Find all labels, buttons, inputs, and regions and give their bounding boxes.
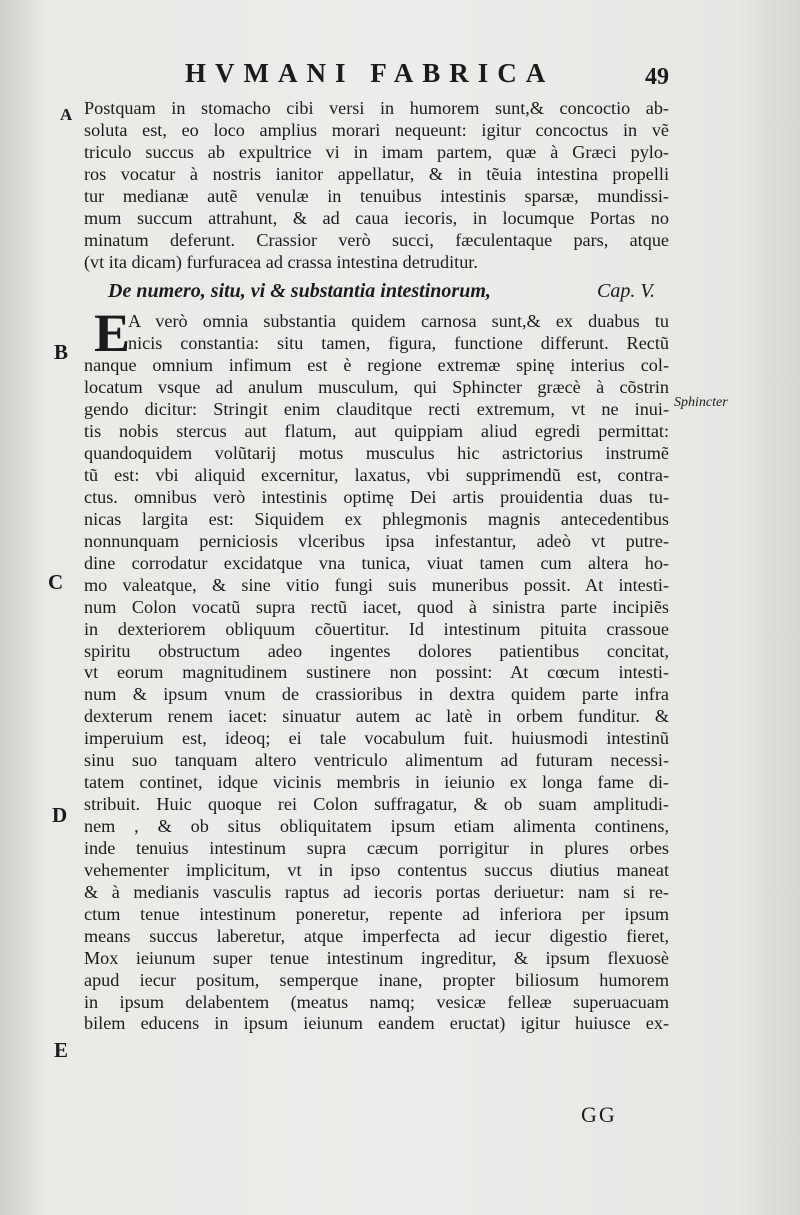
text-line: mo valeatque, & sine vitio fungi suis muneribus possit. At intesti- bbox=[84, 574, 669, 595]
text-line: gendo dicitur: Stringit enim clauditque recti extremum, vt ne inui- bbox=[84, 399, 669, 420]
text-line: triculo succus ab expultrice vi in imam partem, quæ à Græci pylo- bbox=[84, 141, 669, 162]
text-line: spiritu obstructum adeo ingentes dolores patientibus concitat, bbox=[84, 640, 669, 661]
text-line: sinu suo tanquam altero ventriculo alimentum ad futuram necessi- bbox=[84, 750, 669, 771]
text-line: in dexteriorem obliquum cõuertitur. Id intestinum pituita crassoue bbox=[84, 618, 669, 639]
text-line: ctum tenue intestinum poneretur, repente ad inferiora per ipsum bbox=[84, 903, 669, 924]
page-number: 49 bbox=[645, 64, 669, 90]
text-line: nicis constantia: situ tamen, figura, functione differunt. Rectũ bbox=[128, 333, 669, 354]
text-line: apud iecur positum, semperque inane, propter biliosum humorem bbox=[84, 969, 669, 990]
chapter-title: De numero, situ, vi & substantia intestinorum, bbox=[108, 279, 491, 302]
text-line: A verò omnia substantia quidem carnosa sunt,& ex duabus tu bbox=[128, 311, 669, 332]
text-line: vehementer implicitum, vt in ipso contentus succus diutius maneat bbox=[84, 859, 669, 880]
text-line: imperuium est, ideoq; ei tale vocabulum fuit. huiusmodi intestinũ bbox=[84, 728, 669, 749]
catchword: GG bbox=[581, 1102, 617, 1127]
text-line: (vt ita dicam) furfuracea ad crassa intestina detruditur. bbox=[84, 251, 478, 272]
chapter-number: Cap. V. bbox=[597, 279, 655, 302]
running-head: HVMANI FABRICA bbox=[185, 58, 555, 88]
paragraph-intestines bbox=[84, 303, 669, 1035]
text-line: nem , & ob situs obliquitatem ipsum etiam alimenta continens, bbox=[84, 816, 669, 837]
text-line: in ipsum delabentem (meatus namq; vesicæ felleæ superuacuam bbox=[84, 991, 669, 1012]
body-text bbox=[84, 98, 669, 1035]
marginal-note: Sphincter bbox=[674, 395, 728, 410]
text-line: tũ est: vbi aliquid excernitur, laxatus, vbi supprimendũ est, contra- bbox=[84, 465, 669, 486]
text-line: inde tenuius intestinum supra cæcum porrigitur in plures orbes bbox=[84, 837, 669, 858]
margin-marker-b: B bbox=[54, 340, 69, 364]
text-line: nonnunquam perniciosis vlceribus ipsa infestantur, adeò vt putre- bbox=[84, 530, 669, 551]
text-line: tatem continet, idque vicinis membris in ieiunio ex longa fame di- bbox=[84, 772, 669, 793]
text-line: dine corrodatur excidatque vna tunica, viuat tamen cum altera ho- bbox=[84, 552, 669, 573]
text-line: & à medianis vasculis raptus ad iecoris portas deriuetur: nam si re- bbox=[84, 881, 669, 902]
margin-marker-d: D bbox=[52, 803, 68, 827]
margin-marker-e: E bbox=[54, 1038, 69, 1062]
text-line: dexterum renem iacet: sinuatur autem ac latè in orbem funditur. & bbox=[84, 706, 669, 727]
text-line: mum succum attrahunt, & ad caua iecoris, in locumque Portas no bbox=[84, 207, 669, 228]
text-line: ctus. omnibus verò intestinis optimę Dei artis prouidentia duas tu- bbox=[84, 486, 669, 507]
paragraph-stomach bbox=[84, 98, 669, 274]
text-line: tis nobis stercus aut flatum, aut quippiam aliud egredi permittat: bbox=[84, 421, 669, 442]
text-line: means succus laberetur, atque imperfecta ad iecur digestio fieret, bbox=[84, 925, 669, 946]
text-line: num Colon vocatũ supra rectũ iacet, quod à sinistra parte incipiẽs bbox=[84, 596, 669, 617]
margin-marker-c: C bbox=[48, 570, 64, 594]
text-line: soluta est, eo loco amplius morari nequeunt: igitur concoctus in vẽ bbox=[84, 119, 669, 140]
text-line: nanque omnium infimum est è regione extremæ spinę interius col- bbox=[84, 355, 669, 376]
text-line: num & ipsum vnum de crassioribus in dextra quidem parte infra bbox=[84, 684, 669, 705]
paragraph-intestines-lines bbox=[84, 311, 669, 1035]
chapter-heading bbox=[108, 281, 669, 303]
text-line: Mox ieiunum super tenue intestinum ingreditur, & ipsum flexuosè bbox=[84, 947, 669, 968]
margin-marker-a: A bbox=[60, 105, 73, 124]
drop-cap: E bbox=[94, 303, 131, 364]
text-line: Postquam in stomacho cibi versi in humorem sunt,& concoctio ab- bbox=[84, 98, 669, 118]
text-line: locatum vsque ad anulum musculum, qui Sphincter græcè à cõstrin bbox=[84, 377, 669, 398]
text-line: nicas largita est: Siquidem ex phlegmonis magnis antecedentibus bbox=[84, 508, 669, 529]
text-line: quandoquidem volũtarij motus musculus hic astrictorius instrumẽ bbox=[84, 443, 669, 464]
text-line: stribuit. Huic quoque rei Colon suffragatur, & ob suam amplitudi- bbox=[84, 794, 669, 815]
text-line: minatum deferunt. Crassior verò succi, fæculentaque pars, atque bbox=[84, 229, 669, 250]
text-line: tur medianæ autẽ venulæ in tenuibus intestinis sparsæ, mundissi- bbox=[84, 185, 669, 206]
text-line: bilem educens in ipsum ieiunum eandem eructat) igitur huiusce ex- bbox=[84, 1013, 669, 1034]
text-line: vt eorum magnitudinem sustinere non possint: At cœcum intesti- bbox=[84, 662, 669, 683]
text-line: ros vocatur à nostris ianitor appellatur, & in tẽuia intestina propelli bbox=[84, 163, 669, 184]
